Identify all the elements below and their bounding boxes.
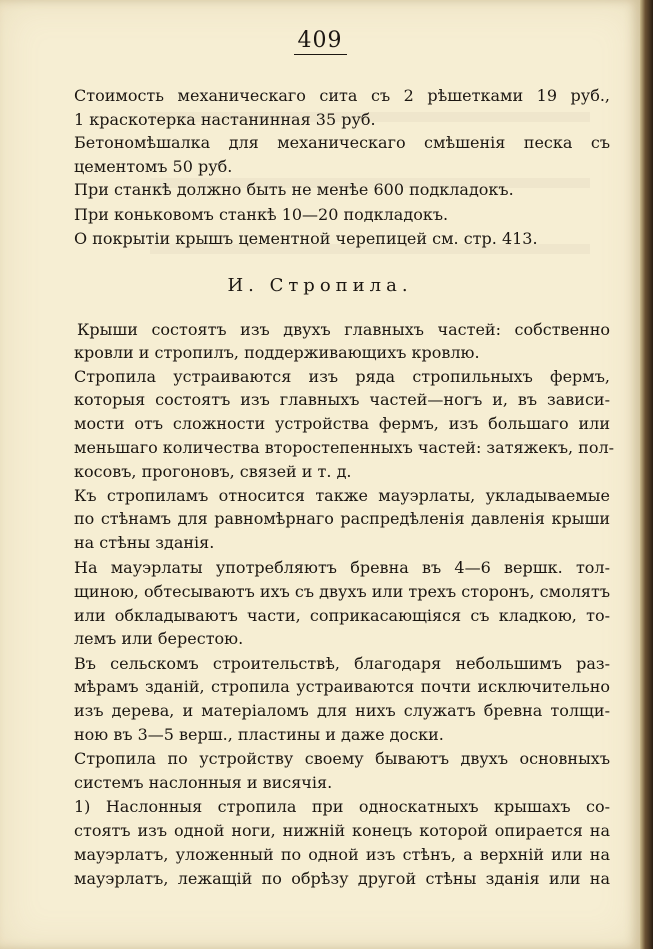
section-heading: И. Стропила. bbox=[227, 275, 413, 296]
page-number-text: 409 bbox=[294, 28, 347, 55]
text-line: При станкѣ должно быть не менѣе 600 подкладокъ. bbox=[74, 180, 514, 199]
text-line: О покрытіи крышъ цементной черепицей см. стр. 413. bbox=[74, 229, 538, 248]
text-line: системъ наслонныя и висячія. bbox=[74, 773, 333, 792]
text-line: стоятъ изъ одной ноги, нижній конецъ которой опирается на bbox=[74, 821, 610, 840]
text-line: меньшаго количества второстепенныхъ частей: затяжекъ, пол- bbox=[74, 438, 615, 457]
text-line: щиною, обтесываютъ ихъ съ двухъ или трехъ сторонъ, смолятъ bbox=[74, 582, 610, 601]
text-line: ною въ 3—5 верш., пластины и даже доски. bbox=[74, 725, 444, 744]
text-line: Стоимость механическаго сита съ 2 рѣшетками 19 руб., bbox=[74, 86, 610, 105]
text-line: Стропила по устройству своему бываютъ двухъ основныхъ bbox=[74, 749, 610, 768]
text-line: 1 краскотерка настанинная 35 руб. bbox=[74, 110, 376, 129]
text-line: 1) Наслонныя стропила при односкатныхъ крышахъ со- bbox=[74, 797, 610, 816]
text-line: на стѣны зданія. bbox=[74, 533, 215, 552]
text-line: кровли и стропилъ, поддерживающихъ кровлю. bbox=[74, 343, 480, 362]
text-line: Въ сельскомъ строительствѣ, благодаря небольшимъ раз- bbox=[74, 654, 610, 673]
text-line: мауэрлатъ, лежащій по обрѣзу другой стѣны зданія или на bbox=[74, 869, 610, 888]
text-line: мѣрамъ зданій, стропила устраиваются почти исключительно bbox=[74, 677, 610, 696]
text-line: которыя состоятъ изъ главныхъ частей—ногъ и, въ зависи- bbox=[74, 390, 610, 409]
text-line: При коньковомъ станкѣ 10—20 подкладокъ. bbox=[74, 205, 449, 224]
text-line: Крыши состоятъ изъ двухъ главныхъ частей: собственно bbox=[77, 320, 610, 339]
text-line: или обкладываютъ части, соприкасающіяся съ кладкою, то- bbox=[74, 606, 610, 625]
text-line: мауэрлатъ, уложенный по одной изъ стѣнъ, а верхній или на bbox=[74, 845, 610, 864]
text-line: по стѣнамъ для равномѣрнаго распредѣленія давленія крыши bbox=[74, 509, 610, 528]
text-line: изъ дерева, и матеріаломъ для нихъ служатъ бревна толщи- bbox=[74, 701, 610, 720]
text-line: На мауэрлаты употребляютъ бревна въ 4—6 вершк. тол- bbox=[74, 558, 610, 577]
text-line: лемъ или берестою. bbox=[74, 629, 244, 648]
text-line: цементомъ 50 руб. bbox=[74, 157, 233, 176]
book-spine-edge bbox=[640, 0, 653, 949]
text-line: Стропила устраиваются изъ ряда стропильныхъ фермъ, bbox=[74, 367, 610, 386]
text-line: Къ стропиламъ относится также мауэрлаты, укладываемые bbox=[74, 486, 610, 505]
page-number bbox=[0, 28, 640, 55]
text-line: мости отъ сложности устройства фермъ, изъ большаго или bbox=[74, 414, 610, 433]
text-line: косовъ, прогоновъ, связей и т. д. bbox=[74, 462, 352, 481]
text-line: Бетономѣшалка для механическаго смѣшенія песка съ bbox=[74, 133, 610, 152]
